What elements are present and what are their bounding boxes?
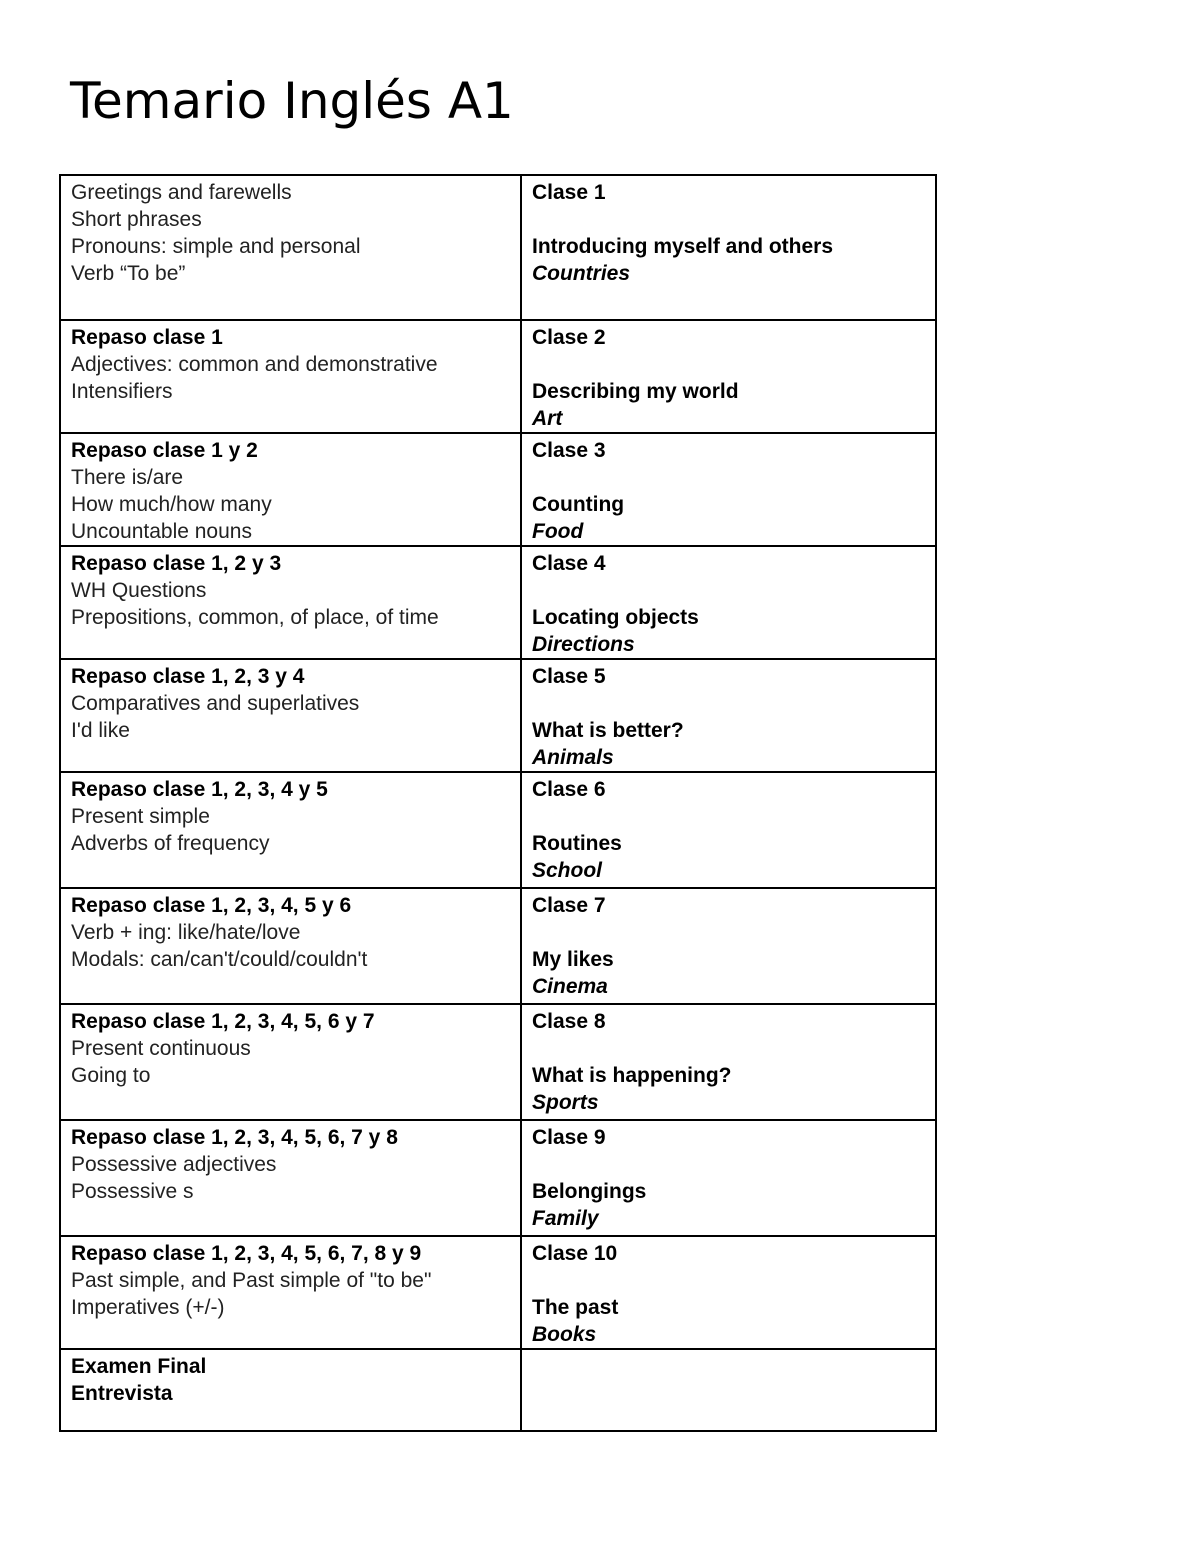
review-heading: Repaso clase 1, 2, 3, 4, 5, 6, 7, 8 y 9 — [71, 1242, 422, 1265]
review-heading: Repaso clase 1, 2, 3, 4, 5 y 6 — [71, 894, 352, 917]
review-cell — [60, 772, 521, 888]
class-cell — [521, 1004, 936, 1120]
spacer — [532, 919, 925, 946]
content-item: Possessive s — [71, 1180, 194, 1203]
class-number: Clase 10 — [532, 1242, 618, 1265]
empty-cell — [521, 1349, 936, 1431]
table-row — [60, 1004, 936, 1120]
content-item: Going to — [71, 1064, 151, 1087]
review-heading: Repaso clase 1 — [71, 326, 223, 349]
review-cell — [60, 546, 521, 659]
content-item: Adjectives: common and demonstrative — [71, 353, 438, 376]
review-heading: Repaso clase 1, 2, 3, 4 y 5 — [71, 778, 328, 801]
spacer — [532, 1267, 925, 1294]
spacer — [532, 1151, 925, 1178]
review-heading: Repaso clase 1, 2, 3, 4, 5, 6, 7 y 8 — [71, 1126, 398, 1149]
table-row — [60, 433, 936, 546]
class-theme: Books — [532, 1323, 597, 1346]
review-heading: Repaso clase 1, 2 y 3 — [71, 552, 282, 575]
class-topic: Counting — [532, 493, 625, 516]
content-item: How much/how many — [71, 493, 272, 516]
content-item: Adverbs of frequency — [71, 832, 270, 855]
class-topic: The past — [532, 1296, 619, 1319]
table-row-final — [60, 1349, 936, 1431]
class-theme: Family — [532, 1207, 599, 1230]
table-row — [60, 888, 936, 1004]
content-item: There is/are — [71, 466, 184, 489]
review-cell — [60, 175, 521, 320]
content-item: Comparatives and superlatives — [71, 692, 360, 715]
class-theme: Directions — [532, 633, 635, 656]
content-item: Modals: can/can't/could/couldn't — [71, 948, 368, 971]
class-topic: Belongings — [532, 1180, 647, 1203]
spacer — [532, 577, 925, 604]
content-item: Present simple — [71, 805, 210, 828]
class-number: Clase 3 — [532, 439, 606, 462]
content-item: Pronouns: simple and personal — [71, 235, 361, 258]
content-item: Imperatives (+/-) — [71, 1296, 225, 1319]
content-item: Intensifiers — [71, 380, 173, 403]
class-cell — [521, 1120, 936, 1236]
class-number: Clase 1 — [532, 181, 606, 204]
content-item: Greetings and farewells — [71, 181, 292, 204]
class-topic: Introducing myself and others — [532, 235, 834, 258]
syllabus-body — [60, 175, 936, 1431]
interview-label: Entrevista — [71, 1382, 173, 1405]
review-cell — [60, 1004, 521, 1120]
class-number: Clase 9 — [532, 1126, 606, 1149]
class-theme: Countries — [532, 262, 631, 285]
class-cell — [521, 1236, 936, 1349]
table-row — [60, 659, 936, 772]
content-item: Past simple, and Past simple of "to be" — [71, 1269, 432, 1292]
class-cell — [521, 888, 936, 1004]
table-row — [60, 1120, 936, 1236]
final-exam-label: Examen Final — [71, 1355, 207, 1378]
class-theme: Animals — [532, 746, 614, 769]
class-cell — [521, 659, 936, 772]
spacer — [532, 351, 925, 378]
class-topic: Routines — [532, 832, 622, 855]
class-cell — [521, 546, 936, 659]
class-number: Clase 7 — [532, 894, 606, 917]
review-cell — [60, 320, 521, 433]
final-exam-cell — [60, 1349, 521, 1431]
syllabus-table — [59, 174, 937, 1432]
class-number: Clase 5 — [532, 665, 606, 688]
review-cell — [60, 433, 521, 546]
page-title: Temario Inglés A1 — [70, 72, 514, 130]
class-cell — [521, 433, 936, 546]
content-item: Prepositions, common, of place, of time — [71, 606, 439, 629]
class-cell — [521, 175, 936, 320]
class-theme: School — [532, 859, 603, 882]
content-item: Uncountable nouns — [71, 520, 252, 543]
review-heading: Repaso clase 1, 2, 3 y 4 — [71, 665, 305, 688]
class-cell — [521, 320, 936, 433]
class-topic: My likes — [532, 948, 614, 971]
review-cell — [60, 659, 521, 772]
spacer — [532, 690, 925, 717]
class-theme: Food — [532, 520, 584, 543]
table-row — [60, 175, 936, 320]
class-theme: Sports — [532, 1091, 599, 1114]
review-cell — [60, 1120, 521, 1236]
class-theme: Cinema — [532, 975, 608, 998]
spacer — [532, 1035, 925, 1062]
content-item: I'd like — [71, 719, 130, 742]
review-heading: Repaso clase 1 y 2 — [71, 439, 258, 462]
table-row — [60, 546, 936, 659]
class-cell — [521, 772, 936, 888]
class-topic: Describing my world — [532, 380, 739, 403]
content-item: Verb “To be” — [71, 262, 186, 285]
class-topic: What is better? — [532, 719, 684, 742]
content-item: Short phrases — [71, 208, 202, 231]
spacer — [532, 464, 925, 491]
spacer — [532, 803, 925, 830]
table-row — [60, 1236, 936, 1349]
content-item: Verb + ing: like/hate/love — [71, 921, 301, 944]
review-cell — [60, 888, 521, 1004]
class-number: Clase 2 — [532, 326, 606, 349]
class-number: Clase 8 — [532, 1010, 606, 1033]
review-cell — [60, 1236, 521, 1349]
spacer — [532, 206, 925, 233]
content-item: Possessive adjectives — [71, 1153, 277, 1176]
class-topic: What is happening? — [532, 1064, 732, 1087]
class-topic: Locating objects — [532, 606, 699, 629]
class-theme: Art — [532, 407, 563, 430]
table-row — [60, 772, 936, 888]
review-heading: Repaso clase 1, 2, 3, 4, 5, 6 y 7 — [71, 1010, 375, 1033]
content-item: WH Questions — [71, 579, 207, 602]
table-row — [60, 320, 936, 433]
class-number: Clase 4 — [532, 552, 606, 575]
content-item: Present continuous — [71, 1037, 251, 1060]
class-number: Clase 6 — [532, 778, 606, 801]
